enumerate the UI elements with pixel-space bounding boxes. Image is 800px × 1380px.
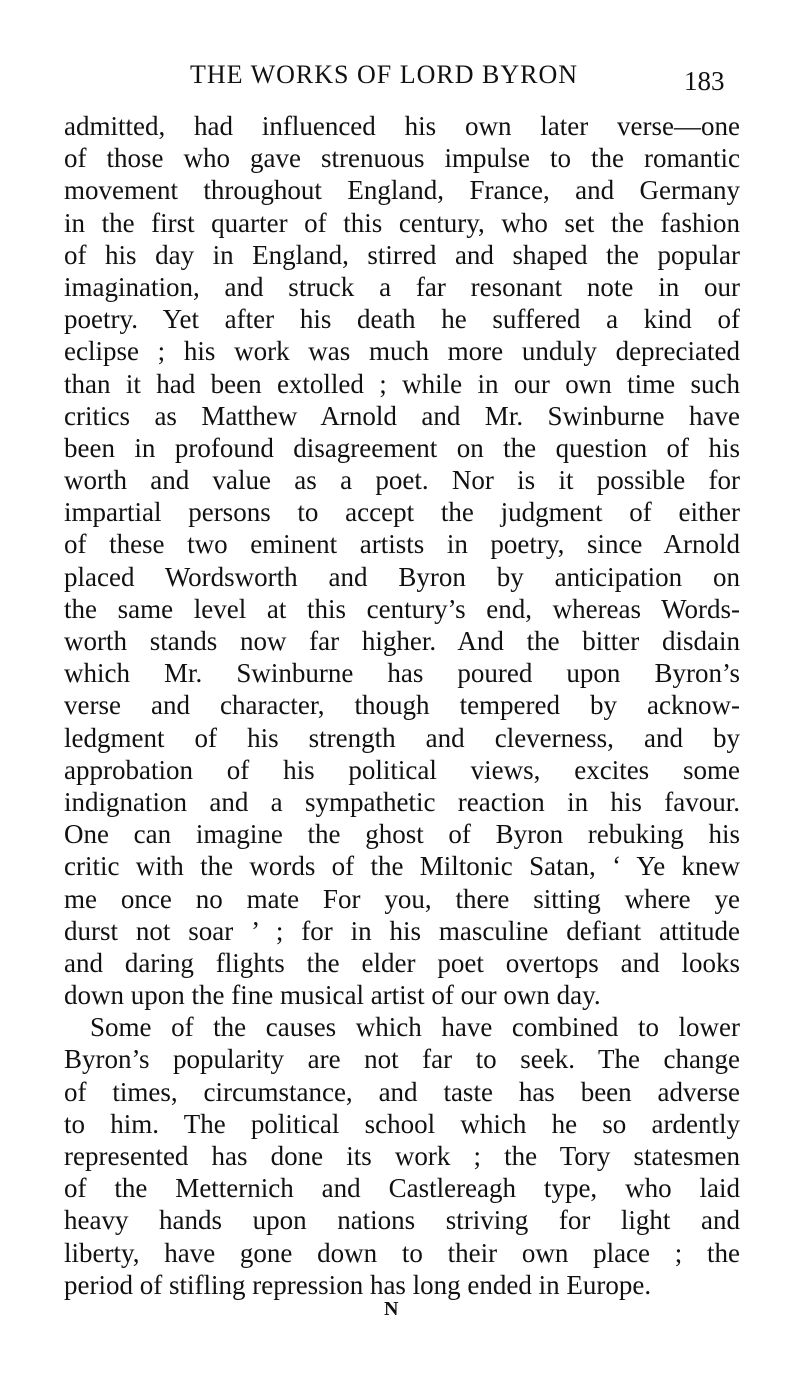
text-line: in the first quarter of this century, who set the fashion bbox=[64, 207, 740, 238]
text-line: admitted, had influenced his own later verse—one bbox=[64, 111, 740, 141]
text-line: impartial persons to accept the judgment of either bbox=[64, 497, 740, 528]
text-line: verse and character, though tempered by acknow- bbox=[64, 690, 740, 721]
text-line: of the Metternich and Castlereagh type, who laid bbox=[64, 1173, 740, 1204]
text-line: Byron’s popularity are not far to seek. The change bbox=[64, 1044, 740, 1075]
text-line: been in profound disagreement on the question of his bbox=[64, 432, 740, 463]
text-line: imagination, and struck a far resonant note in our bbox=[64, 271, 740, 302]
page-number: 183 bbox=[684, 66, 725, 96]
text-line: of these two eminent artists in poetry, since Arnold bbox=[64, 529, 740, 560]
text-line: Some of the causes which have combined to lower bbox=[90, 1012, 740, 1043]
text-line: of times, circumstance, and taste has been adverse bbox=[64, 1076, 740, 1107]
text-line: period of stifling repression has long ended in Europe. bbox=[64, 1269, 652, 1300]
text-line: approbation of his political views, excites some bbox=[64, 754, 740, 785]
text-line: me once no mate For you, there sitting where ye bbox=[64, 883, 740, 914]
text-line: the same level at this century’s end, whereas Words- bbox=[64, 593, 740, 624]
running-title: THE WORKS OF LORD BYRON bbox=[190, 60, 578, 89]
body-text bbox=[64, 110, 740, 1301]
text-line: worth stands now far higher. And the bitter disdain bbox=[64, 626, 740, 656]
text-line: of his day in England, stirred and shaped the popular bbox=[64, 239, 740, 270]
text-line: to him. The political school which he so ardently bbox=[64, 1108, 740, 1139]
text-line: heavy hands upon nations striving for light and bbox=[64, 1205, 740, 1236]
text-line: movement throughout England, France, and Germany bbox=[64, 175, 740, 206]
text-line: eclipse ; his work was much more unduly depreciated bbox=[64, 336, 740, 367]
text-line: One can imagine the ghost of Byron rebuking his bbox=[64, 819, 740, 850]
text-line: represented has done its work ; the Tory statesmen bbox=[64, 1141, 740, 1171]
text-line: than it had been extolled ; while in our own time such bbox=[64, 368, 740, 399]
text-line: worth and value as a poet. Nor is it possible for bbox=[64, 465, 740, 496]
paragraph-2 bbox=[64, 1011, 740, 1301]
text-line: down upon the fine musical artist of our own day. bbox=[64, 980, 601, 1011]
text-line: ledgment of his strength and cleverness, and by bbox=[64, 722, 740, 753]
text-line: and daring flights the elder poet overtops and looks bbox=[64, 947, 740, 978]
text-line: liberty, have gone down to their own place ; the bbox=[64, 1237, 740, 1268]
paragraph-1 bbox=[64, 110, 740, 1011]
text-line: critic with the words of the Miltonic Satan, ‘ Ye knew bbox=[64, 851, 740, 882]
text-line: poetry. Yet after his death he suffered a kind of bbox=[64, 304, 740, 335]
text-line: which Mr. Swinburne has poured upon Byron’s bbox=[64, 658, 740, 689]
text-line: of those who gave strenuous impulse to the romantic bbox=[64, 143, 740, 174]
signature-mark: N bbox=[384, 1298, 399, 1320]
text-line: durst not soar ’ ; for in his masculine defiant attitude bbox=[64, 915, 740, 946]
running-head bbox=[0, 60, 800, 96]
text-line: indignation and a sympathetic reaction in his favour. bbox=[64, 786, 740, 817]
text-line: critics as Matthew Arnold and Mr. Swinburne have bbox=[64, 400, 740, 431]
text-line: placed Wordsworth and Byron by anticipation on bbox=[64, 561, 740, 592]
